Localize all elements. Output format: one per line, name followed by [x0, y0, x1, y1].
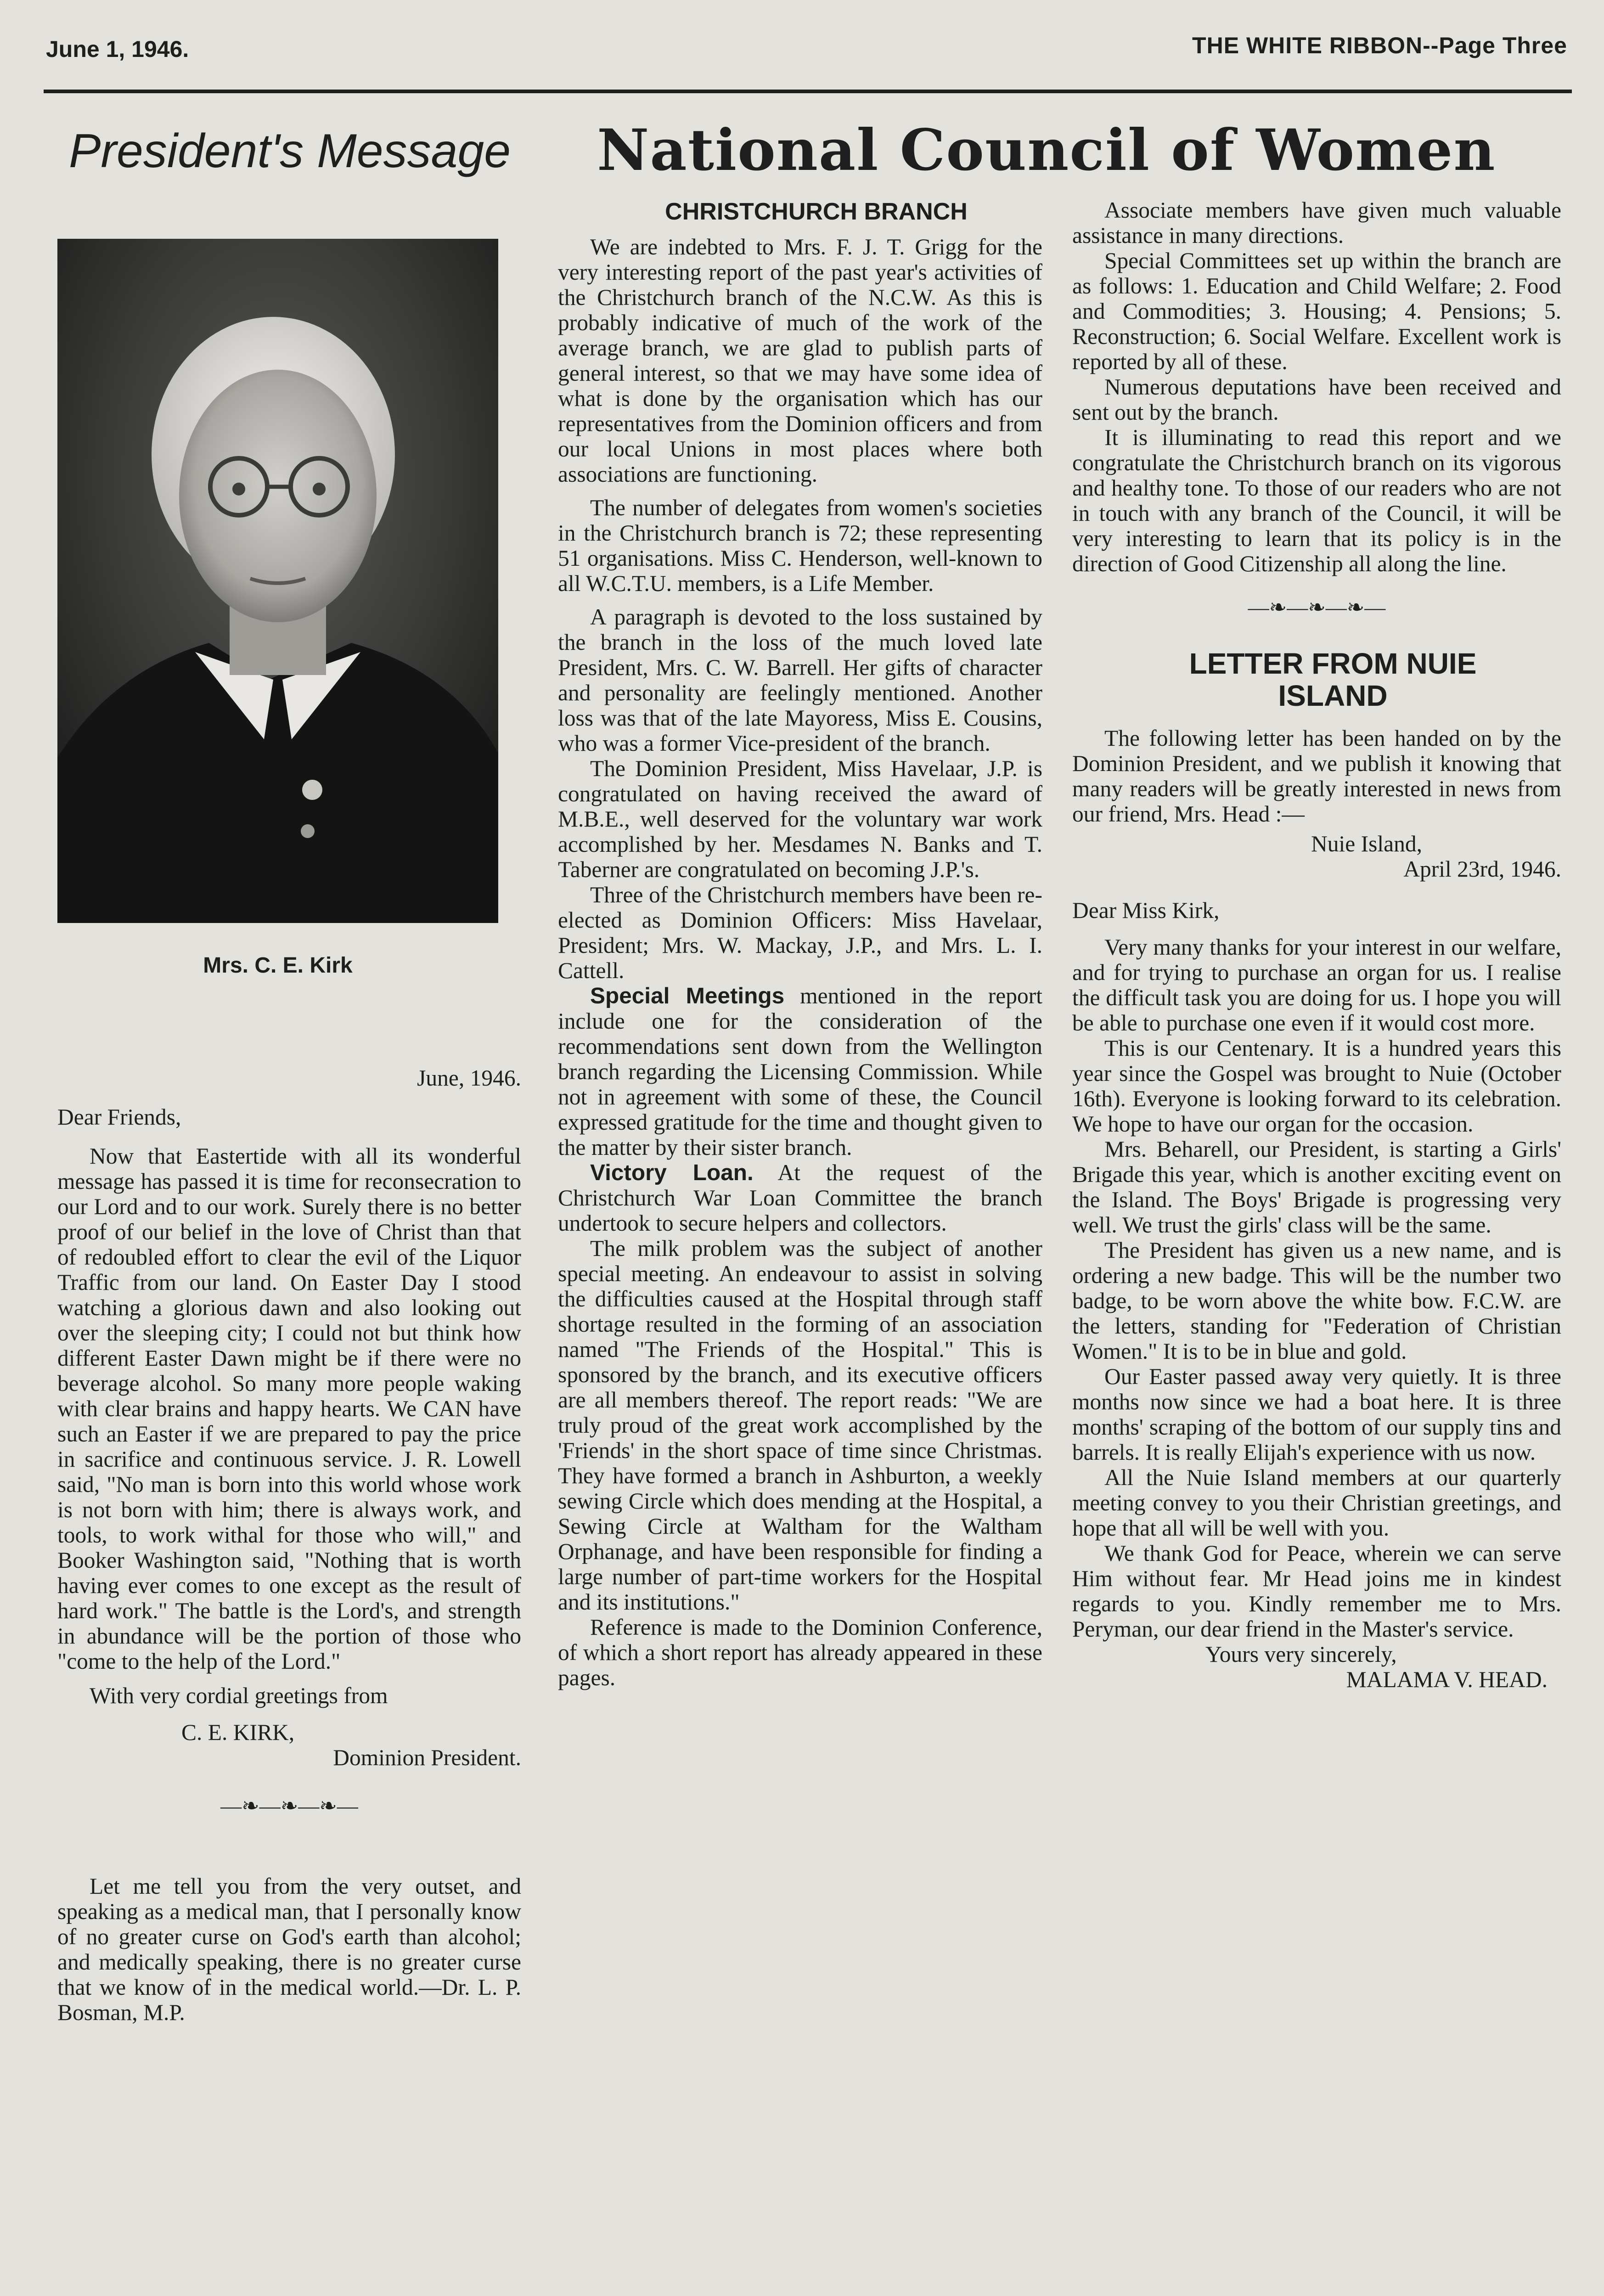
nuie-closing: Yours very sincerely, — [1205, 1642, 1397, 1667]
ornament-divider: —❧—❧—❧— — [1248, 596, 1386, 619]
ncw-paragraph: Reference is made to the Dominion Conference, of which a short report has already appeared in these pages. — [558, 1615, 1042, 1690]
ncw-paragraph: Special Committees set up within the branch are as follows: 1. Education and Child Welfare; 2. Food and Commodities; 3. Housing; 4. Pensions; 5. Reconstruction; 6. Social Welfare. Excellent work is reported by all of these. — [1072, 248, 1561, 374]
nuie-signature: MALAMA V. HEAD. — [1346, 1667, 1548, 1692]
portrait-photo — [57, 239, 498, 923]
nuie-paragraph: Mrs. Beharell, our President, is starting a Girls' Brigade this year, which is another exciting event on the Island. The Boys' Brigade is progressing very well. We trust the girls' class will be the same. — [1072, 1137, 1561, 1238]
nuie-heading-line1: LETTER FROM NUIE — [1189, 647, 1477, 680]
ncw-column-1 — [558, 197, 1042, 1690]
ncw-paragraph: It is illuminating to read this report and we congratulate the Christchurch branch on its vigorous and healthy tone. To those of our readers who are not in touch with any branch of the Council, it will be very interesting to learn that its policy is in the direction of Good Citizenship all along the line. — [1072, 425, 1561, 576]
president-message-body: Now that Eastertide with all its wonderful message has passed it is time for reconsecration to our Lord and to our work. Surely there is no better proof of our belief in the love of Christ than that of redoubled effort to clear the evil of the Liquor Traffic from our land. On Easter Day I stood watching a glorious dawn and also looking out over the sleeping city; I could not but think how different Easter Dawn might be if there were no beverage alcohol. So many more people waking with clear brains and happy hearts. We CAN have such an Easter if we are prepared to pay the price in sacrifice and continuous service. J. R. Lowell said, "No man is born into this world whose work is not born with him; there is always work, and tools, to work withal for those who will," and Booker Washington said, "Nothing that is worth having ever comes to one except as the result of hard work." The battle is the Lord's, and strength in abundance will be the portion of those who "come to the help of the Lord." — [57, 1143, 521, 1674]
ncw-paragraph: Associate members have given much valuable assistance in many directions. — [1072, 197, 1561, 248]
running-title: THE WHITE RIBBON--Page Three — [1192, 33, 1567, 58]
president-message-column — [57, 1065, 521, 2025]
portrait-caption: Mrs. C. E. Kirk — [203, 953, 353, 978]
ornament-divider: —❧—❧—❧— — [220, 1794, 358, 1818]
ncw-paragraph: We are indebted to Mrs. F. J. T. Grigg for the very interesting report of the past year's activities of the Christchurch branch of the N.C.W. As this is probably indicative of much of the work of the average branch, we are glad to publish parts of general interest, so that we may have some idea of what is done by the organisation which has our representatives from the Dominion officers and from our local Unions in most places where both associations are functioning. — [558, 234, 1042, 487]
special-meetings-runin: Special Meetings — [590, 983, 785, 1008]
ncw-column-2 — [1072, 197, 1561, 1692]
nuie-paragraph: All the Nuie Island members at our quarterly meeting convey to you their Christian greetings, and hope that all will be well with you. — [1072, 1465, 1561, 1541]
letter-closing: With very cordial greetings from — [90, 1683, 388, 1708]
ncw-paragraph: The number of delegates from women's societies in the Christchurch branch is 72; these representing 51 organisations. Miss C. Henderson, well-known to all W.C.T.U. members, is a Life Member. — [558, 495, 1042, 596]
nuie-paragraph: Our Easter passed away very quietly. It is three months now since we had a boat here. It is three months' scraping of the bottom of our supply tins and barrels. It is really Elijah's experience with us now. — [1072, 1364, 1561, 1465]
header-rule — [44, 90, 1572, 93]
christchurch-branch-heading: CHRISTCHURCH BRANCH — [665, 198, 968, 225]
nuie-paragraph: This is our Centenary. It is a hundred years this year since the Gospel was brought to Nuie (October 16th). Everyone is looking forward to its celebration. We hope to have our organ for the occasion. — [1072, 1035, 1561, 1137]
nuie-salutation: Dear Miss Kirk, — [1072, 898, 1220, 923]
special-meetings-text: mentioned in the report include one for the consideration of the recommendations sent down from the Wellington branch regarding the Licensing Commission. While not in agreement with some of these, the Council expressed gratitude for the time and thought given to the matter by their sister branch. — [558, 983, 1042, 1160]
special-meetings-paragraph — [558, 983, 1042, 1160]
nuie-date: April 23rd, 1946. — [1403, 856, 1561, 882]
victory-loan-runin: Victory Loan. — [590, 1160, 754, 1185]
letter-date: June, 1946. — [417, 1065, 521, 1091]
nuie-place: Nuie Island, — [1311, 831, 1422, 856]
ncw-paragraph: The Dominion President, Miss Havelaar, J.P. is congratulated on having received the award of M.B.E., well deserved for the voluntary war work accomplished by her. Mesdames N. Banks and T. Taberner are congratulated on becoming J.P.'s. — [558, 756, 1042, 882]
president-message-heading: President's Message — [69, 124, 511, 178]
ncw-paragraph: Three of the Christchurch members have been re-elected as Dominion Officers: Miss Havelaar, President; Mrs. W. Mackay, J.P., and Mrs. L. I. Cattell. — [558, 882, 1042, 983]
nuie-paragraph: Very many thanks for your interest in our welfare, and for trying to purchase an organ for us. I realise the difficult task you are doing for us. I hope you will be able to purchase one even if it would cost more. — [1072, 934, 1561, 1035]
signature-name: C. E. KIRK, — [181, 1720, 295, 1745]
victory-loan-paragraph — [558, 1160, 1042, 1236]
bosman-quote: Let me tell you from the very outset, and speaking as a medical man, that I personally know of no greater curse on God's earth than alcohol; and medically speaking, there is no greater curse that we know of in the medical world.—Dr. L. P. Bosman, M.P. — [57, 1874, 521, 2025]
victory-loan-text: At the request of the Christchurch War Loan Committee the branch undertook to secure helpers and collectors. — [558, 1160, 1042, 1236]
ncw-paragraph: Numerous deputations have been received and sent out by the branch. — [1072, 374, 1561, 425]
issue-date: June 1, 1946. — [46, 36, 189, 62]
ncw-title: National Council of Women — [597, 117, 1496, 184]
nuie-paragraph: The President has given us a new name, and is ordering a new badge. This will be the number two badge, to be worn above the white bow. F.C.W. are the letters, standing for "Federation of Christian Women." It is to be in blue and gold. — [1072, 1238, 1561, 1364]
ncw-paragraph: A paragraph is devoted to the loss sustained by the branch in the loss of the much loved late President, Mrs. C. W. Barrell. Her gifts of character and personality are feelingly mentioned. Another loss was that of the late Mayoress, Miss E. Cousins, who was a former Vice-president of the branch. — [558, 604, 1042, 756]
nuie-intro: The following letter has been handed on by the Dominion President, and we publish it knowing that many readers will be greatly interested in news from our friend, Mrs. Head :— — [1072, 726, 1561, 827]
signature-title: Dominion President. — [333, 1745, 521, 1770]
nuie-paragraph: We thank God for Peace, wherein we can serve Him without fear. Mr Head joins me in kindest regards to you. Kindly remember me to Mrs. Peryman, our dear friend in the Master's service. — [1072, 1541, 1561, 1642]
letter-salutation: Dear Friends, — [57, 1104, 181, 1130]
ncw-paragraph: The milk problem was the subject of another special meeting. An endeavour to assist in solving the difficulties caused at the Hospital through staff shortage resulted in the forming of an association named "The Friends of the Hospital." This is sponsored by the branch, and its executive officers are all members thereof. The report reads: "We are truly proud of the great work accomplished by the 'Friends' in the short space of time since Christmas. They have formed a branch in Ashburton, a weekly sewing Circle which does mending at the Hospital, a Sewing Circle at Waltham for the Waltham Orphanage, and have been responsible for finding a large number of part-time workers for the Hospital and its institutions." — [558, 1236, 1042, 1615]
nuie-heading-line2: ISLAND — [1278, 679, 1388, 712]
